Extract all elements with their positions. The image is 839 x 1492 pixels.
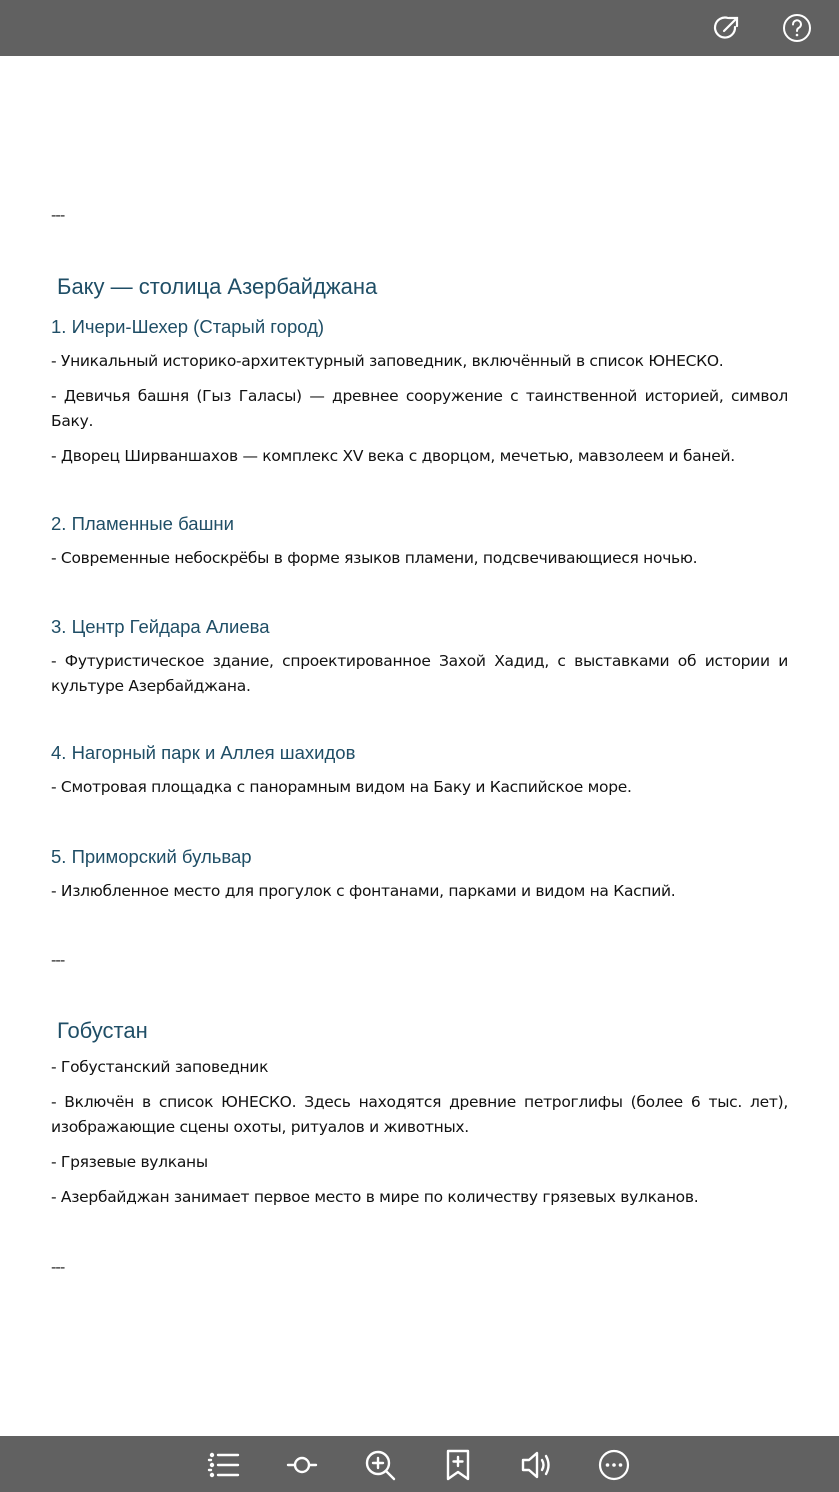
open-external-button[interactable]	[711, 12, 743, 44]
zoom-in-icon	[363, 1448, 397, 1482]
section-title-gobustan: Гобустан	[57, 1018, 148, 1043]
item-title: 1. Ичери-Шехер (Старый город)	[51, 316, 325, 337]
item-title: 5. Приморский бульвар	[51, 846, 252, 867]
item-title: 4. Нагорный парк и Аллея шахидов	[51, 742, 356, 763]
item-title: 2. Пламенные башни	[51, 513, 234, 534]
slider-icon	[285, 1448, 319, 1482]
item-title: 3. Центр Гейдара Алиева	[51, 616, 270, 637]
paragraph: - Включён в список ЮНЕСКО. Здесь находятся древние петроглифы (более 6 тыс. лет), изображающие сцены охоты, ритуалов и животных.	[51, 1093, 788, 1136]
paragraph: - Уникальный историко-архитектурный заповедник, включённый в список ЮНЕСКО.	[51, 352, 724, 370]
more-icon	[597, 1448, 631, 1482]
separator: ---	[51, 1258, 65, 1276]
paragraph: - Футуристическое здание, спроектированное Захой Хадид, с выставками об истории и культуре Азербайджана.	[51, 652, 788, 695]
separator: ---	[51, 951, 65, 969]
brightness-button[interactable]	[285, 1448, 319, 1482]
paragraph: - Гобустанский заповедник	[51, 1058, 269, 1076]
bookmark-add-icon	[441, 1448, 475, 1482]
help-button[interactable]	[781, 12, 813, 44]
paragraph: - Грязевые вулканы	[51, 1153, 208, 1171]
zoom-button[interactable]	[363, 1448, 397, 1482]
read-aloud-button[interactable]	[519, 1448, 553, 1482]
top-toolbar	[0, 0, 839, 56]
speaker-icon	[519, 1448, 553, 1482]
paragraph: - Девичья башня (Гыз Галасы) — древнее сооружение с таинственной историей, символ Баку.	[51, 387, 788, 430]
more-button[interactable]	[597, 1448, 631, 1482]
open-external-icon	[711, 12, 743, 44]
paragraph: - Азербайджан занимает первое место в мире по количеству грязевых вулканов.	[51, 1188, 699, 1206]
separator: ---	[51, 206, 65, 224]
paragraph: - Излюбленное место для прогулок с фонтанами, парками и видом на Каспий.	[51, 882, 676, 900]
bottom-toolbar	[0, 1436, 839, 1492]
bookmark-button[interactable]	[441, 1448, 475, 1482]
paragraph: - Смотровая площадка с панорамным видом на Баку и Каспийское море.	[51, 778, 632, 796]
document-page[interactable]	[0, 56, 839, 1436]
paragraph: - Современные небоскрёбы в форме языков пламени, подсвечивающиеся ночью.	[51, 549, 698, 567]
paragraph: - Дворец Ширваншахов — комплекс XV века с дворцом, мечетью, мавзолеем и баней.	[51, 447, 735, 465]
list-icon	[207, 1448, 241, 1482]
contents-button[interactable]	[207, 1448, 241, 1482]
section-title-baku: Баку — столица Азербайджана	[57, 274, 378, 299]
help-icon	[781, 12, 813, 44]
